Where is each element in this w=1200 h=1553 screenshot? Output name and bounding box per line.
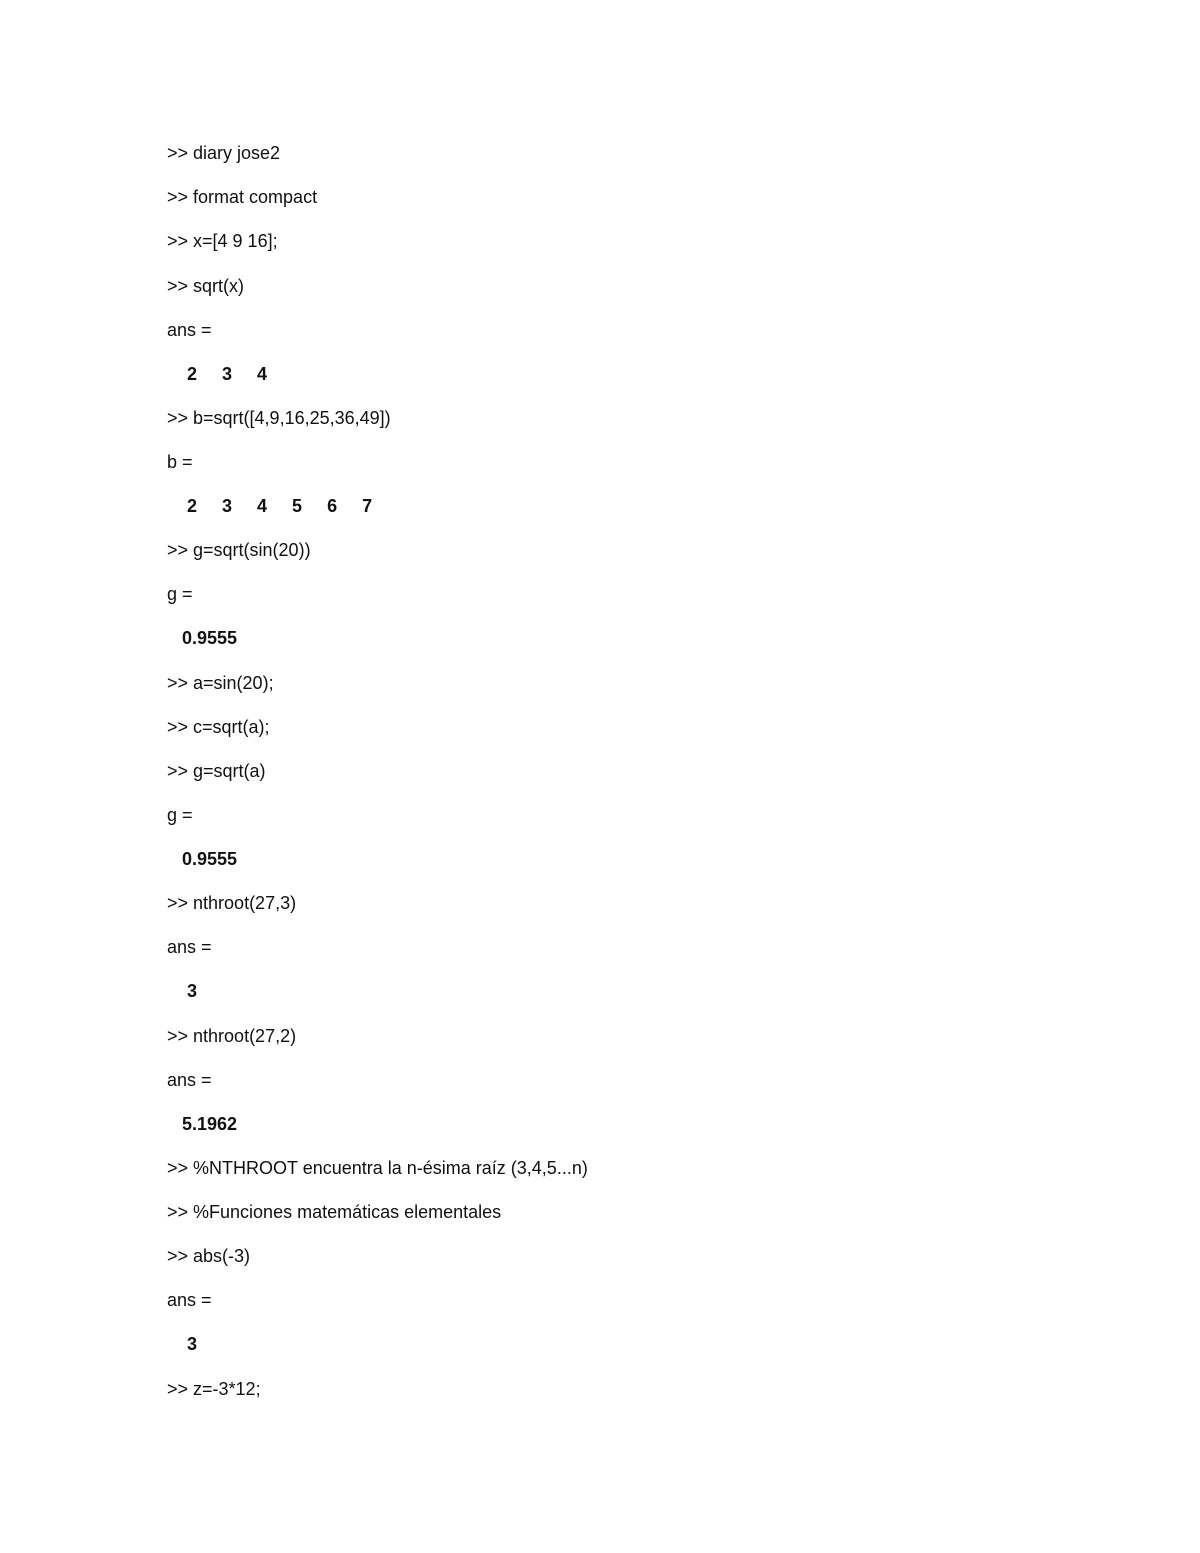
output-label: ans = (167, 320, 212, 340)
command-line: >> nthroot(27,3) (167, 893, 297, 913)
output-value: 0.9555 (167, 849, 238, 869)
output-label: b = (167, 452, 193, 472)
output-label: g = (167, 584, 193, 604)
command-line: >> a=sin(20); (167, 673, 274, 693)
command-line: >> b=sqrt([4,9,16,25,36,49]) (167, 408, 391, 428)
output-label: ans = (167, 1070, 212, 1090)
output-value: 0.9555 (167, 628, 238, 648)
command-line: >> x=[4 9 16]; (167, 231, 278, 251)
command-line: >> z=-3*12; (167, 1379, 261, 1399)
command-line: >> diary jose2 (167, 143, 281, 163)
output-value: 3 (167, 1334, 198, 1354)
output-value: 2 3 4 5 6 7 (167, 496, 373, 516)
command-line: >> format compact (167, 187, 318, 207)
command-line: >> g=sqrt(a) (167, 761, 266, 781)
output-label: ans = (167, 937, 212, 957)
comment-line: >> %NTHROOT encuentra la n-ésima raíz (3,4,5...n) (167, 1158, 588, 1178)
output-value: 5.1962 (167, 1114, 238, 1134)
output-label: ans = (167, 1290, 212, 1310)
output-value: 2 3 4 (167, 364, 268, 384)
command-line: >> abs(-3) (167, 1246, 251, 1266)
command-line: >> sqrt(x) (167, 276, 245, 296)
output-label: g = (167, 805, 193, 825)
command-line: >> nthroot(27,2) (167, 1026, 297, 1046)
command-line: >> c=sqrt(a); (167, 717, 270, 737)
output-value: 3 (167, 981, 198, 1001)
command-line: >> g=sqrt(sin(20)) (167, 540, 311, 560)
comment-line: >> %Funciones matemáticas elementales (167, 1202, 502, 1222)
